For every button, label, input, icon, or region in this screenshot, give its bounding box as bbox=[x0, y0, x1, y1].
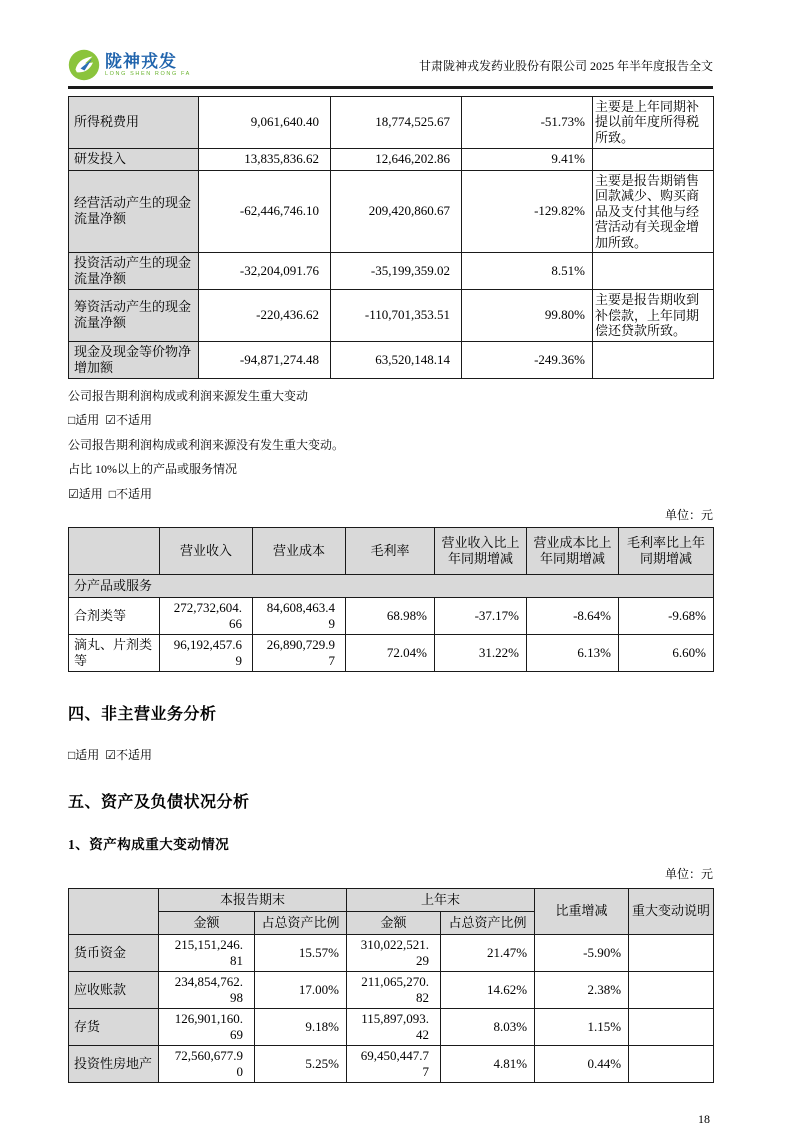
prior-amount: -110,701,353.51 bbox=[331, 290, 462, 342]
applicability-line-1 bbox=[68, 412, 713, 428]
change-note: 主要是上年同期补提以前年度所得税所致。 bbox=[593, 96, 714, 148]
prior-amount: 63,520,148.14 bbox=[331, 341, 462, 378]
table-row bbox=[69, 1008, 714, 1045]
change-percent: 99.80% bbox=[462, 290, 593, 342]
ratio-prior: 21.47% bbox=[441, 934, 535, 971]
table-row bbox=[69, 934, 714, 971]
table-header-row bbox=[69, 888, 714, 911]
table-row bbox=[69, 253, 714, 290]
row-label: 应收账款 bbox=[69, 971, 159, 1008]
applicable-checkbox: ☑适用 bbox=[68, 486, 103, 501]
table-row bbox=[69, 971, 714, 1008]
table-row bbox=[69, 96, 714, 148]
col-header-margin-yoy: 毛利率比上年同期增减 bbox=[619, 527, 714, 574]
col-header-ratio: 占总资产比例 bbox=[255, 911, 347, 934]
row-label: 合剂类等 bbox=[69, 597, 160, 634]
corner-cell bbox=[69, 888, 159, 934]
change-note: 主要是报告期销售回款减少、购买商品及支付其他与经营活动有关现金增加所致。 bbox=[593, 170, 714, 253]
col-header-weight-change: 比重增减 bbox=[535, 888, 629, 934]
change-note bbox=[593, 253, 714, 290]
major-change-note bbox=[629, 1045, 714, 1082]
ratio-prior: 4.81% bbox=[441, 1045, 535, 1082]
change-note: 主要是报告期收到补偿款，上年同期偿还贷款所致。 bbox=[593, 290, 714, 342]
table-row bbox=[69, 634, 714, 671]
weight-change: 0.44% bbox=[535, 1045, 629, 1082]
table-row bbox=[69, 290, 714, 342]
table-header-row bbox=[69, 527, 714, 574]
cost-value: 26,890,729.97 bbox=[253, 634, 346, 671]
row-label: 所得税费用 bbox=[69, 96, 199, 148]
change-percent: 8.51% bbox=[462, 253, 593, 290]
amount-current: 126,901,160.69 bbox=[159, 1008, 255, 1045]
table-row bbox=[69, 170, 714, 253]
col-header-major-change-note: 重大变动说明 bbox=[629, 888, 714, 934]
col-header-margin: 毛利率 bbox=[346, 527, 435, 574]
weight-change: 2.38% bbox=[535, 971, 629, 1008]
row-label: 筹资活动产生的现金流量净额 bbox=[69, 290, 199, 342]
current-amount: 13,835,836.62 bbox=[199, 148, 331, 170]
row-label: 滴丸、片剂类等 bbox=[69, 634, 160, 671]
cost-yoy-value: -8.64% bbox=[527, 597, 619, 634]
amount-prior: 115,897,093.42 bbox=[347, 1008, 441, 1045]
table-row bbox=[69, 341, 714, 378]
current-amount: 9,061,640.40 bbox=[199, 96, 331, 148]
row-label: 货币资金 bbox=[69, 934, 159, 971]
margin-yoy-value: -9.68% bbox=[619, 597, 714, 634]
statement-profit-change: 公司报告期利润构成或利润来源发生重大变动 bbox=[68, 388, 309, 403]
revenue-value: 96,192,457.69 bbox=[160, 634, 253, 671]
applicable-checkbox: □适用 bbox=[68, 747, 100, 762]
page-number: 18 bbox=[698, 1111, 710, 1126]
ratio-current: 5.25% bbox=[255, 1045, 347, 1082]
amount-prior: 211,065,270.82 bbox=[347, 971, 441, 1008]
prior-amount: 209,420,860.67 bbox=[331, 170, 462, 253]
amount-current: 215,151,246.81 bbox=[159, 934, 255, 971]
applicability-line-2 bbox=[68, 486, 713, 502]
margin-yoy-value: 6.60% bbox=[619, 634, 714, 671]
amount-current: 234,854,762.98 bbox=[159, 971, 255, 1008]
statement-products-over-10pct: 占比 10%以上的产品或服务情况 bbox=[68, 462, 237, 476]
unit-label: 单位：元 bbox=[664, 866, 713, 881]
brand-name-cn: 陇神戎发 bbox=[105, 51, 177, 71]
revenue-yoy-value: -37.17% bbox=[435, 597, 527, 634]
ratio-current: 9.18% bbox=[255, 1008, 347, 1045]
table-row bbox=[69, 148, 714, 170]
statement-no-change: 公司报告期利润构成或利润来源没有发生重大变动。 bbox=[68, 437, 345, 452]
ratio-current: 17.00% bbox=[255, 971, 347, 1008]
revenue-yoy-value: 31.22% bbox=[435, 634, 527, 671]
current-amount: -220,436.62 bbox=[199, 290, 331, 342]
row-label: 研发投入 bbox=[69, 148, 199, 170]
major-change-note bbox=[629, 1008, 714, 1045]
brand-name-en: LONG SHEN RONG FA bbox=[105, 70, 191, 77]
row-label: 存货 bbox=[69, 1008, 159, 1045]
revenue-value: 272,732,604.66 bbox=[160, 597, 253, 634]
applicable-checkbox: □适用 bbox=[68, 413, 100, 427]
row-label: 投资活动产生的现金流量净额 bbox=[69, 253, 199, 290]
table-row bbox=[69, 597, 714, 634]
weight-change: 1.15% bbox=[535, 1008, 629, 1045]
col-group-current-period: 本报告期末 bbox=[159, 888, 347, 911]
not-applicable-checkbox: ☑不适用 bbox=[105, 413, 153, 427]
asset-composition-table bbox=[68, 888, 714, 1083]
section-heading-4: 四、非主营业务分析 bbox=[68, 705, 217, 723]
ratio-current: 15.57% bbox=[255, 934, 347, 971]
company-logo bbox=[68, 49, 191, 81]
amount-prior: 310,022,521.29 bbox=[347, 934, 441, 971]
col-header-cost: 营业成本 bbox=[253, 527, 346, 574]
section-heading-5: 五、资产及负债状况分析 bbox=[68, 793, 250, 811]
change-percent: -249.36% bbox=[462, 341, 593, 378]
financial-changes-table bbox=[68, 96, 714, 379]
change-percent: -51.73% bbox=[462, 96, 593, 148]
products-services-table bbox=[68, 527, 714, 672]
ratio-prior: 14.62% bbox=[441, 971, 535, 1008]
brand-text bbox=[105, 53, 191, 78]
change-percent: -129.82% bbox=[462, 170, 593, 253]
cost-yoy-value: 6.13% bbox=[527, 634, 619, 671]
document-title: 甘肃陇神戎发药业股份有限公司 2025 年半年度报告全文 bbox=[418, 58, 713, 73]
row-label: 现金及现金等价物净增加额 bbox=[69, 341, 199, 378]
amount-current: 72,560,677.90 bbox=[159, 1045, 255, 1082]
margin-value: 72.04% bbox=[346, 634, 435, 671]
applicability-line-3 bbox=[68, 747, 713, 763]
col-header-ratio: 占总资产比例 bbox=[441, 911, 535, 934]
major-change-note bbox=[629, 971, 714, 1008]
unit-label: 单位：元 bbox=[664, 507, 713, 522]
current-amount: -94,871,274.48 bbox=[199, 341, 331, 378]
group-row bbox=[69, 574, 714, 597]
weight-change: -5.90% bbox=[535, 934, 629, 971]
col-group-prior-period: 上年末 bbox=[347, 888, 535, 911]
prior-amount: -35,199,359.02 bbox=[331, 253, 462, 290]
cost-value: 84,608,463.49 bbox=[253, 597, 346, 634]
table-row bbox=[69, 1045, 714, 1082]
change-note bbox=[593, 148, 714, 170]
col-header-revenue-yoy: 营业收入比上年同期增减 bbox=[435, 527, 527, 574]
current-amount: -32,204,091.76 bbox=[199, 253, 331, 290]
change-percent: 9.41% bbox=[462, 148, 593, 170]
col-header-revenue: 营业收入 bbox=[160, 527, 253, 574]
corner-cell bbox=[69, 527, 160, 574]
prior-amount: 12,646,202.86 bbox=[331, 148, 462, 170]
col-header-cost-yoy: 营业成本比上年同期增减 bbox=[527, 527, 619, 574]
not-applicable-checkbox: ☑不适用 bbox=[105, 747, 153, 762]
row-label: 经营活动产生的现金流量净额 bbox=[69, 170, 199, 253]
change-note bbox=[593, 341, 714, 378]
subsection-heading-5-1: 1、资产构成重大变动情况 bbox=[68, 836, 230, 852]
margin-value: 68.98% bbox=[346, 597, 435, 634]
major-change-note bbox=[629, 934, 714, 971]
col-header-amount: 金额 bbox=[347, 911, 441, 934]
ratio-prior: 8.03% bbox=[441, 1008, 535, 1045]
group-label: 分产品或服务 bbox=[69, 574, 714, 597]
page-header bbox=[68, 48, 713, 82]
logo-icon bbox=[68, 49, 100, 81]
current-amount: -62,446,746.10 bbox=[199, 170, 331, 253]
not-applicable-checkbox: □不适用 bbox=[108, 486, 153, 501]
header-rule bbox=[68, 86, 713, 89]
row-label: 投资性房地产 bbox=[69, 1045, 159, 1082]
amount-prior: 69,450,447.77 bbox=[347, 1045, 441, 1082]
col-header-amount: 金额 bbox=[159, 911, 255, 934]
prior-amount: 18,774,525.67 bbox=[331, 96, 462, 148]
